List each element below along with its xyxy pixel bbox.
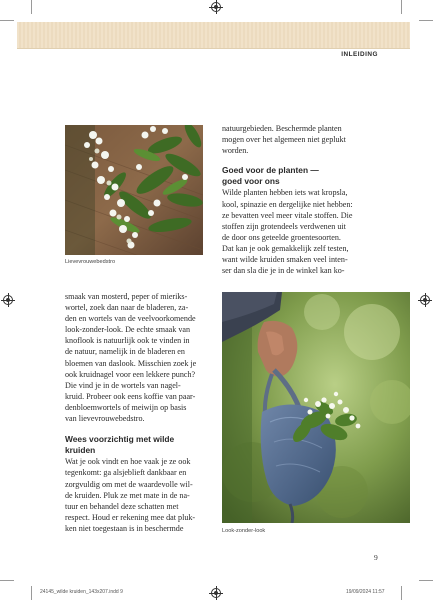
paragraph-line: Dat kan je ook gemakkelijk zelf testen, — [222, 243, 349, 253]
section-heading: kruiden — [65, 445, 96, 456]
paragraph-line: natuurgebieden. Beschermde planten — [222, 124, 342, 133]
section-heading: Goed voor de planten — — [222, 165, 319, 176]
paragraph-line: van lievevrouwebedstro. — [65, 414, 145, 424]
paragraph-line: kruid. Probeer ook eens koffie van paar- — [65, 391, 196, 401]
registration-mark-icon — [420, 295, 430, 305]
slug-file-info: 24145_wilde kruiden_143x207.indd 9 — [40, 589, 123, 595]
text-column-left — [65, 291, 215, 534]
photo-caption: Lievevrouwebedstro — [65, 259, 116, 265]
paragraph-line: ser dan sla die je in de winkel kan ko- — [222, 266, 345, 276]
paragraph-line: smaak van mosterd, peper of mieriks- — [65, 292, 188, 301]
registration-mark-icon — [211, 588, 221, 598]
woodruff-photo-illustration — [65, 125, 203, 255]
page-number: 9 — [374, 553, 378, 562]
paragraph-line: look-zonder-look. De echte smaak van — [65, 325, 191, 335]
paragraph-line: ook kruidnagel voor een lekkere punch? — [65, 369, 196, 379]
paragraph-line: want wilde kruiden smaken veel inten- — [222, 255, 348, 265]
paragraph-line: mogen over het algemeen niet geplukt — [222, 135, 346, 145]
paragraph-line: tegenkomt: ga alsjeblieft dankbaar en — [65, 468, 187, 478]
paragraph-line: zorgvuldig om met de waardevolle wil- — [65, 479, 193, 489]
paragraph-line: Wilde planten hebben iets wat kropsla, — [222, 188, 348, 198]
slug-date-info: 19/09/2024 11:57 — [346, 589, 385, 595]
section-heading: goed voor ons — [222, 176, 280, 187]
paragraph-line: ken niet toegestaan is in beschermde — [65, 523, 184, 533]
registration-mark-icon — [211, 2, 221, 12]
registration-mark-icon — [3, 295, 13, 305]
photo-caption: Look-zonder-look — [222, 528, 266, 534]
running-header: INLEIDING — [341, 51, 378, 58]
paragraph-line: tuur en behandel deze schatten met — [65, 501, 179, 511]
paragraph-line: wortel, zoek dan naar de bladeren, za- — [65, 303, 189, 313]
section-heading: Wees voorzichtig met wilde — [65, 434, 175, 445]
crop-mark — [401, 0, 402, 14]
photo-lievevrouwebedstro — [65, 125, 203, 255]
paragraph-line: knoflook is natuurlijk ook te vinden in — [65, 336, 190, 346]
paragraph-line: stoffen zijn grotendeels verdwenen uit — [222, 221, 346, 231]
crop-mark — [31, 0, 32, 14]
text-column-right-top — [222, 123, 412, 276]
crop-mark — [419, 580, 433, 581]
paragraph-line: denbloemwortels of meiwijn op basis — [65, 402, 187, 412]
header-band — [17, 22, 410, 48]
paragraph-line: de door ons geteelde groentesoorten. — [222, 232, 341, 242]
crop-mark — [419, 20, 433, 21]
crop-mark — [0, 20, 14, 21]
paragraph-line: den en wortels van de veelvoorkomende — [65, 314, 196, 324]
paragraph-line: Wat je ook vindt en hoe vaak je ze ook — [65, 457, 191, 467]
paragraph-line: de kruiden. Pluk ze met mate in de na- — [65, 490, 190, 500]
crop-mark — [31, 586, 32, 600]
paragraph-line: respect. Houd er rekening mee dat pluk- — [65, 512, 196, 522]
paragraph-line: bloemen van daslook. Misschien zoek je — [65, 358, 197, 368]
garlic-mustard-photo-illustration — [222, 292, 410, 523]
paragraph-line: kool, spinazie en dergelijke niet hebben: — [222, 199, 353, 209]
paragraph-line: ze bevatten veel meer vitale stoffen. Die — [222, 210, 353, 220]
photo-look-zonder-look — [222, 292, 410, 523]
paragraph-line: worden. — [222, 146, 249, 156]
paragraph-line: Die vind je in de wortels van nagel- — [65, 380, 181, 390]
paragraph-line: de natuur, namelijk in de bladeren en — [65, 347, 185, 357]
header-band-edge — [17, 48, 410, 49]
crop-mark — [0, 580, 14, 581]
crop-mark — [401, 586, 402, 600]
